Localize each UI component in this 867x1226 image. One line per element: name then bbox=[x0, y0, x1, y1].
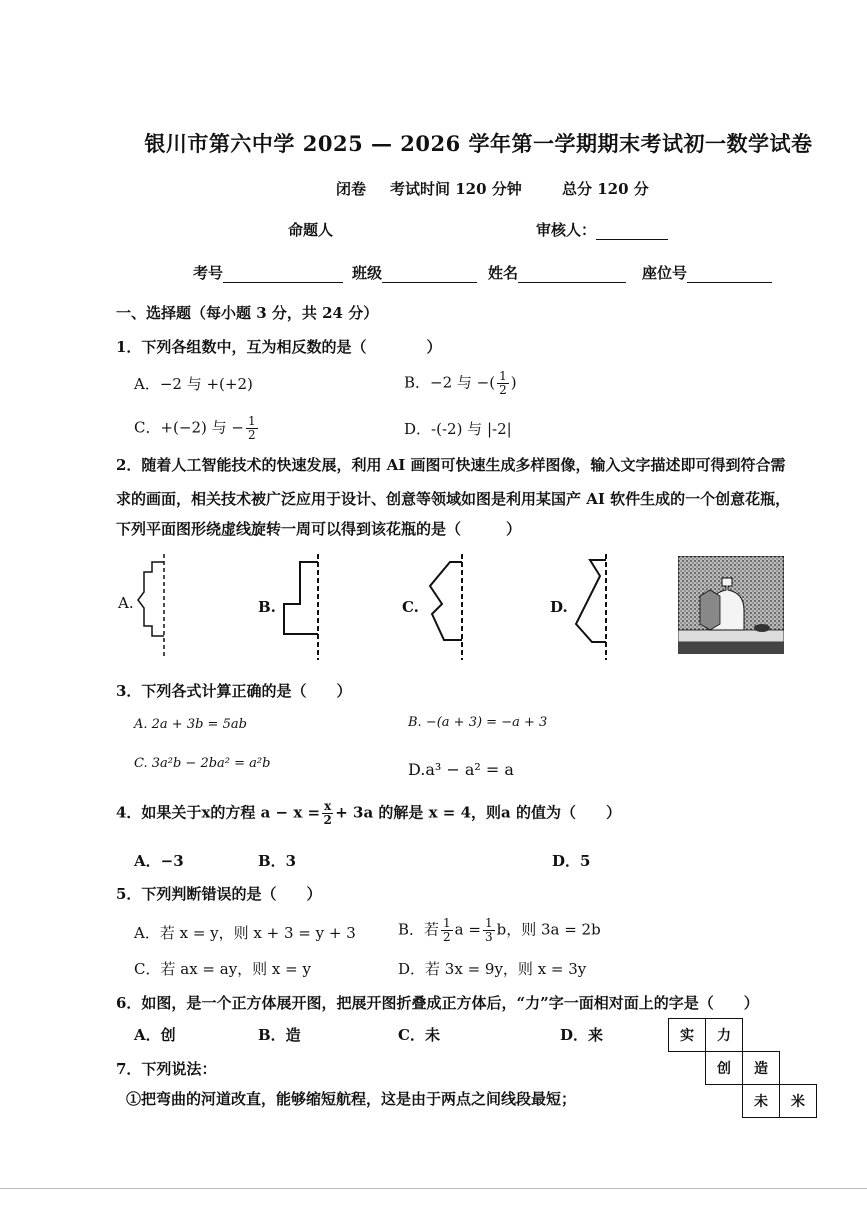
field-exam-number: 考号 bbox=[193, 262, 343, 283]
q6-stem: 6．如图，是一个正方体展开图，把展开图折叠成正方体后，“力”字一面相对面上的字是（ ） bbox=[116, 994, 759, 1012]
q2-line-2: 求的画面，相关技术被广泛应用于设计、创意等领域如图是利用某国产 AI 软件生成的一个创意花瓶， bbox=[116, 490, 791, 508]
q2-option-c-label: C. bbox=[402, 598, 419, 616]
q5-option-b: B．若 $\frac{1}{2}$ a = $\frac{1}{3}$ b，则 3a = 2b bbox=[398, 916, 601, 944]
reviewer-label: 审核人： bbox=[536, 219, 668, 240]
net-face: 力 bbox=[706, 1019, 743, 1052]
q3-stem: 3．下列各式计算正确的是（ ） bbox=[116, 682, 352, 700]
net-face: 创 bbox=[706, 1052, 743, 1085]
q3-option-d: D.a³ − a² = a bbox=[408, 760, 514, 779]
cube-net bbox=[668, 1018, 817, 1118]
q2-line-1: 2．随着人工智能技术的快速发展，利用 AI 画图可快速生成多样图像，输入文字描述即可得到符合需 bbox=[116, 456, 786, 474]
exam-total-score: 总分 120 分 bbox=[562, 180, 649, 198]
q1-option-a: A．−2 与 +(+2) bbox=[134, 375, 253, 393]
q4-option-b: B．3 bbox=[258, 852, 297, 870]
exam-type: 闭卷 bbox=[336, 180, 367, 198]
net-face: 实 bbox=[669, 1019, 706, 1052]
net-face: 造 bbox=[743, 1052, 780, 1085]
q6-option-b: B．造 bbox=[258, 1026, 301, 1044]
page-bottom-rule bbox=[0, 1188, 867, 1189]
q7-stem: 7．下列说法： bbox=[116, 1060, 217, 1078]
q4-option-a: A．−3 bbox=[134, 852, 184, 870]
net-face: 米 bbox=[780, 1085, 817, 1118]
section-heading: 一、选择题（每小题 3 分，共 24 分） bbox=[116, 304, 379, 322]
vase-image bbox=[678, 556, 784, 654]
field-seat-number: 座位号 bbox=[642, 262, 772, 283]
q1-option-d: D．-(-2) 与 |-2| bbox=[404, 420, 512, 438]
net-face: 未 bbox=[743, 1085, 780, 1118]
page-title: 银川市第六中学 2025 — 2026 学年第一学期期末考试初一数学试卷 bbox=[144, 131, 813, 156]
q5-stem: 5．下列判断错误的是（ ） bbox=[116, 885, 322, 903]
q1-option-b: B．−2 与 −( $\frac{1}{2}$ ) bbox=[404, 369, 517, 397]
q2-figure-c bbox=[420, 552, 470, 662]
author-label: 命题人 bbox=[288, 221, 334, 239]
q6-option-c: C．未 bbox=[398, 1026, 440, 1044]
q5-option-d: D．若 3x = 9y，则 x = 3y bbox=[398, 960, 587, 978]
q2-line-3: 下列平面图形绕虚线旋转一周可以得到该花瓶的是（ ） bbox=[116, 520, 522, 538]
exam-duration: 考试时间 120 分钟 bbox=[390, 180, 522, 198]
q4-option-d: D．5 bbox=[552, 852, 591, 870]
field-name: 姓名 bbox=[488, 262, 626, 283]
q1-option-c: C．+(−2) 与 − $\frac{1}{2}$ bbox=[134, 414, 256, 442]
q7-item-1: ①把弯曲的河道改直，能够缩短航程，这是由于两点之间线段最短； bbox=[126, 1090, 577, 1108]
q2-option-b-label: B. bbox=[258, 598, 276, 616]
q2-figure-d bbox=[570, 552, 620, 662]
q5-option-a: A．若 x = y，则 x + 3 = y + 3 bbox=[134, 924, 356, 942]
q4-stem: 4．如果关于x的方程 a − x = $\frac{x}{2}$ + 3a 的解是 x = 4，则a 的值为（ ） bbox=[116, 799, 621, 827]
q2-figure-b bbox=[278, 552, 328, 662]
q5-option-c: C．若 ax = ay，则 x = y bbox=[134, 960, 311, 978]
q2-option-d-label: D. bbox=[550, 598, 568, 616]
q1-stem: 1．下列各组数中，互为相反数的是（ ） bbox=[116, 338, 442, 356]
q3-option-b: B. −(a + 3) = −a + 3 bbox=[408, 715, 548, 730]
q2-figure-a bbox=[128, 552, 198, 662]
q6-option-d: D．来 bbox=[560, 1026, 604, 1044]
q3-option-c: C. 3a²b − 2ba² = a²b bbox=[134, 756, 271, 771]
q2-option-a-label: A. bbox=[118, 594, 134, 612]
field-class: 班级 bbox=[352, 262, 477, 283]
q3-option-a: A. 2a + 3b = 5ab bbox=[134, 717, 247, 732]
q6-option-a: A．创 bbox=[134, 1026, 176, 1044]
